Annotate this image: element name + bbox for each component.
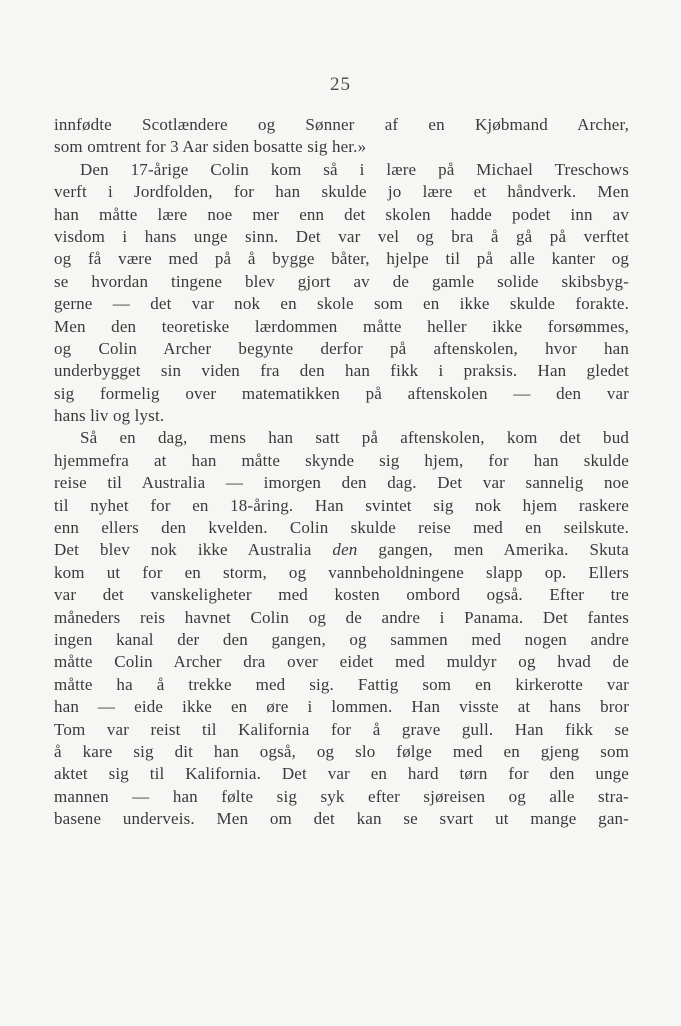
text-line: enn ellers den kvelden. Colin skulde reise med en seilskute. xyxy=(54,518,629,538)
text-line: underbygget sin viden fra den han fikk i praksis. Han gledet xyxy=(54,361,629,381)
text-line: og Colin Archer begynte derfor på aftenskolen, hvor han xyxy=(54,338,629,358)
text-line: gerne — det var nok en skole som en ikke skulde forakte. xyxy=(54,294,629,314)
text-line: måtte Colin Archer dra over eidet med muldyr og hvad de xyxy=(54,652,629,672)
text-line: hjemmefra at han måtte skynde sig hjem, for han skulde xyxy=(54,450,629,470)
text-line: var det vanskeligheter med kosten ombord også. Efter tre xyxy=(54,585,629,605)
text-line: Tom var reist til Kalifornia for å grave gull. Han fikk se xyxy=(54,719,629,739)
text-line: til nyhet for en 18-åring. Han svintet sig nok hjem raskere xyxy=(54,495,629,515)
text-line: kom ut for en storm, og vannbeholdningene slapp op. Ellers xyxy=(54,562,629,582)
text-line: innfødte Scotlændere og Sønner af en Kjøbmand Archer, xyxy=(54,115,629,134)
text-line: måtte ha å trekke med sig. Fattig som en kirkerotte var xyxy=(54,674,629,694)
text-line: han måtte lære noe mer enn det skolen hadde podet inn av xyxy=(54,204,629,224)
text-line: reise til Australia — imorgen den dag. Det var sannelig noe xyxy=(54,473,629,493)
body-text xyxy=(54,114,629,831)
text-line: å kare sig dit han også, og slo følge med en gjeng som xyxy=(54,741,629,761)
text-line: se hvordan tingene blev gjort av de gamle solide skibsbyg- xyxy=(54,271,629,291)
text-line: Men den teoretiske lærdommen måtte heller ikke forsømmes, xyxy=(54,316,629,336)
text-line: som omtrent for 3 Aar siden bosatte sig her.» xyxy=(54,137,367,157)
text-line: mannen — han følte sig syk efter sjøreisen og alle stra- xyxy=(54,786,629,806)
page-number: 25 xyxy=(330,74,351,95)
text-line: visdom i hans unge sinn. Det var vel og bra å gå på verftet xyxy=(54,226,629,246)
text-line: Det blev nok ikke Australia den gangen, men Amerika. Skuta xyxy=(54,540,629,560)
text-line: ingen kanal der den gangen, og sammen med nogen andre xyxy=(54,629,629,649)
text-line: Så en dag, mens han satt på aftenskolen, kom det bud xyxy=(80,428,629,448)
text-line: og få være med på å bygge båter, hjelpe til på alle kanter og xyxy=(54,249,629,269)
text-line: aktet sig til Kalifornia. Det var en hard tørn for den unge xyxy=(54,764,629,784)
text-line: han — eide ikke en øre i lommen. Han visste at hans bror xyxy=(54,697,629,717)
text-line: sig formelig over matematikken på aftenskolen — den var xyxy=(54,383,629,403)
text-line: Den 17-årige Colin kom så i lære på Michael Treschows xyxy=(80,159,629,179)
text-line: verft i Jordfolden, for han skulde jo lære et håndverk. Men xyxy=(54,182,629,202)
text-line: basene underveis. Men om det kan se svart ut mange gan- xyxy=(54,809,629,829)
text-line: måneders reis havnet Colin og de andre i Panama. Det fantes xyxy=(54,607,629,627)
text-line: hans liv og lyst. xyxy=(54,406,165,426)
